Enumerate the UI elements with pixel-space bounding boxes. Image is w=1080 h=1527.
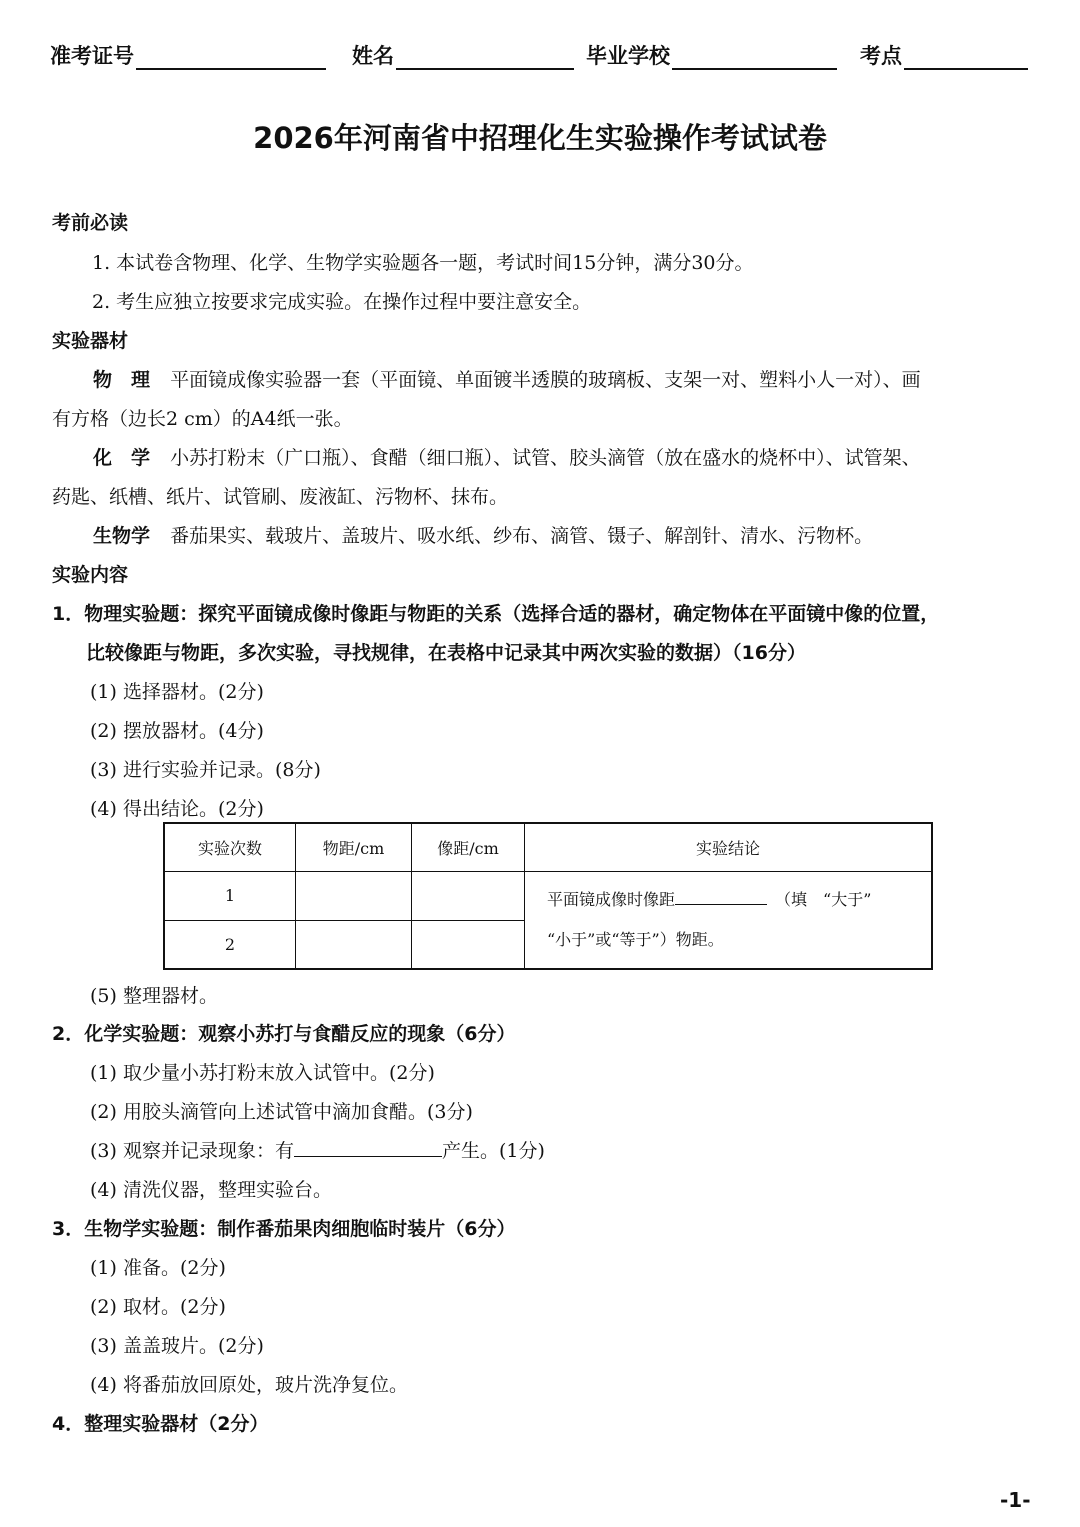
physics-text: 平面镜成像实验器一套（平面镜、单面镀半透膜的玻璃板、支架一对、塑料小人一对）、画 (170, 369, 921, 391)
notice-item: 1. 本试卷含物理、化学、生物学实验题各一题，考试时间15分钟，满分30分。 (92, 252, 754, 274)
record-table (163, 822, 933, 970)
physics-label: 物 理 (93, 369, 151, 391)
col-header-object-distance: 物距/cm (296, 823, 412, 871)
name-field (352, 40, 574, 70)
site-blank[interactable] (904, 46, 1028, 70)
equipment-heading: 实验器材 (52, 330, 129, 352)
col-header-image-distance: 像距/cm (412, 823, 525, 871)
q4-title: 4．整理实验器材（2分） (52, 1413, 269, 1435)
biology-label: 生物学 (93, 525, 151, 547)
exam-id-label: 准考证号 (50, 44, 134, 68)
q1-step: (1) 选择器材。(2分) (90, 681, 264, 703)
table-row (164, 871, 932, 920)
q2-step: (2) 用胶头滴管向上述试管中滴加食醋。(3分) (90, 1101, 473, 1123)
physics-text-cont: 有方格（边长2 cm）的A4纸一张。 (52, 408, 353, 430)
conclusion-text-cont: “小于”或“等于”）物距。 (547, 929, 724, 949)
notice-item: 2. 考生应独立按要求完成实验。在操作过程中要注意安全。 (92, 291, 592, 313)
site-label: 考点 (860, 44, 902, 68)
school-blank[interactable] (672, 46, 837, 70)
q3-step: (1) 准备。(2分) (90, 1257, 226, 1279)
school-label: 毕业学校 (586, 44, 670, 68)
q3-title: 3．生物学实验题：制作番茄果肉细胞临时装片（6分） (52, 1218, 516, 1240)
conclusion-text: 平面镜成像时像距 (547, 889, 676, 909)
conclusion-cell (525, 871, 933, 969)
table-header-row (164, 823, 932, 871)
q1-step: (2) 摆放器材。(4分) (90, 720, 264, 742)
image-distance-cell[interactable] (412, 920, 525, 969)
exam-id-blank[interactable] (136, 46, 326, 70)
chemistry-text: 小苏打粉末（广口瓶）、食醋（细口瓶）、试管、胶头滴管（放在盛水的烧杯中）、试管架、 (170, 447, 921, 469)
q1-title: 1．物理实验题：探究平面镜成像时像距与物距的关系（选择合适的器材，确定物体在平面镜中像的位置， (52, 603, 940, 625)
page-number: -1- (1000, 1488, 1031, 1512)
q2-title: 2．化学实验题：观察小苏打与食醋反应的现象（6分） (52, 1023, 516, 1045)
biology-text: 番茄果实、载玻片、盖玻片、吸水纸、纱布、滴管、镊子、解剖针、清水、污物杯。 (170, 525, 874, 547)
notice-heading: 考前必读 (52, 212, 129, 234)
school-field (586, 40, 837, 70)
trial-number: 2 (164, 920, 296, 969)
q1-step: (4) 得出结论。(2分) (90, 798, 264, 820)
name-blank[interactable] (396, 46, 574, 70)
q1-title-cont: 比较像距与物距，多次实验，寻找规律，在表格中记录其中两次实验的数据）（16分） (86, 642, 806, 664)
chemistry-text-cont: 药匙、纸槽、纸片、试管刷、废液缸、污物杯、抹布。 (52, 486, 509, 508)
exam-id-field (50, 40, 326, 70)
phenomenon-blank[interactable] (294, 1138, 442, 1157)
col-header-conclusion: 实验结论 (525, 823, 933, 871)
conclusion-hint: （填 “大于” (775, 889, 872, 909)
q3-step: (3) 盖盖玻片。(2分) (90, 1335, 264, 1357)
q1-step: (5) 整理器材。 (90, 985, 218, 1007)
trial-number: 1 (164, 871, 296, 920)
q2-step: (1) 取少量小苏打粉末放入试管中。(2分) (90, 1062, 435, 1084)
q3-step: (2) 取材。(2分) (90, 1296, 226, 1318)
chemistry-label: 化 学 (93, 447, 151, 469)
col-header-trial: 实验次数 (164, 823, 296, 871)
equipment-physics (93, 365, 921, 392)
name-label: 姓名 (352, 44, 394, 68)
q3-step: (4) 将番茄放回原处，玻片洗净复位。 (90, 1374, 408, 1396)
object-distance-cell[interactable] (296, 871, 412, 920)
q2-step3-text: (3) 观察并记录现象：有 (90, 1140, 294, 1162)
q2-step: (4) 清洗仪器，整理实验台。 (90, 1179, 332, 1201)
image-distance-cell[interactable] (412, 871, 525, 920)
equipment-biology (93, 521, 873, 548)
equipment-chemistry (93, 443, 921, 470)
conclusion-blank[interactable] (675, 886, 767, 905)
q1-step: (3) 进行实验并记录。(8分) (90, 759, 321, 781)
q2-step3-text-cont: 产生。(1分) (441, 1140, 545, 1162)
page-title: 2026年河南省中招理化生实验操作考试试卷 (253, 121, 827, 155)
site-field (860, 40, 1028, 70)
object-distance-cell[interactable] (296, 920, 412, 969)
content-heading: 实验内容 (52, 564, 129, 586)
q2-step3 (90, 1136, 545, 1163)
